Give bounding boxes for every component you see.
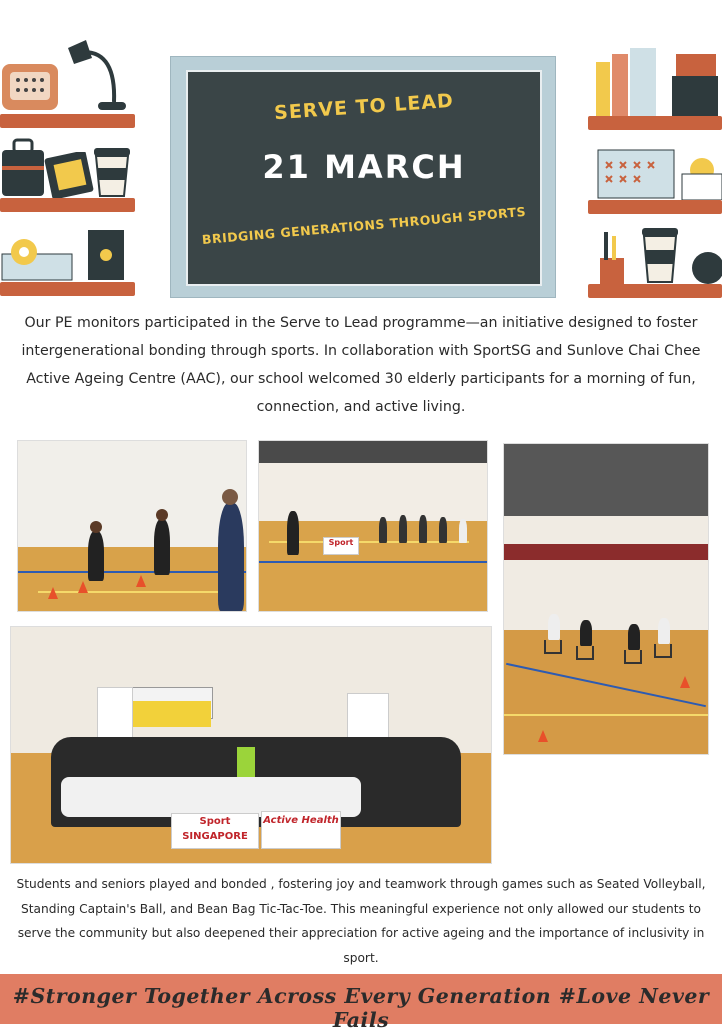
shelf-left-bottom — [0, 282, 135, 296]
coffee-cup-right-icon — [640, 226, 680, 284]
footer-hashtags: #Stronger Together Across Every Generation #Love Never Fails — [12, 984, 710, 1032]
calendar-icon — [596, 142, 676, 200]
books-stack-icon — [592, 46, 722, 116]
photo-gym-wide: Sport — [258, 440, 488, 612]
page-subtitle: BRIDGING GENERATIONS THROUGH SPORTS — [201, 203, 527, 248]
footer-banner — [0, 974, 722, 1032]
desk-lamp-icon — [64, 38, 130, 114]
coffee-cup-icon — [92, 146, 132, 198]
page-title: SERVE TO LEAD — [273, 89, 455, 125]
active-health-banner: Active Health — [261, 811, 341, 849]
briefcase-icon — [0, 136, 46, 198]
photo-activity-cones — [17, 440, 247, 612]
photo-seated-volleyball — [503, 443, 709, 755]
shelf-right-top — [588, 116, 722, 130]
shelf-left-top — [0, 114, 135, 128]
shelf-left-middle — [0, 198, 135, 212]
book-icon — [86, 228, 126, 282]
blackboard — [186, 70, 542, 286]
photo-group — [10, 626, 492, 864]
note-card-icon — [680, 156, 722, 200]
telephone-icon — [0, 50, 62, 114]
outro-paragraph: Students and seniors played and bonded , fostering joy and teamwork through games such as Seated Volleyball, Standing Captain's Ball, and Bean Bag Tic-Tac-Toe. This meaningful experience not only allowed our students to serve the community but also deepened their appreciation for active ageing and the importance of inclusivity in sport. — [16, 877, 706, 965]
event-date: 21 MARCH — [262, 148, 466, 186]
shelf-right-middle — [588, 200, 722, 214]
tape-dispenser-icon — [0, 236, 74, 282]
vase-icon — [690, 244, 722, 284]
sport-singapore-banner: Sport SINGAPORE — [171, 813, 259, 849]
shelf-right-bottom — [588, 284, 722, 298]
pencil-cup-icon — [596, 228, 626, 284]
calculator-icon — [44, 152, 94, 198]
intro-paragraph: Our PE monitors participated in the Serve to Lead programme—an initiative designed to foster intergenerational bonding through sports. In collaboration with SportSG and Sunlove Chai Chee Active Ageing Centre (AAC), our school welcomed 30 elderly participants for a morning of fun, connection, and active living. — [21, 315, 701, 415]
